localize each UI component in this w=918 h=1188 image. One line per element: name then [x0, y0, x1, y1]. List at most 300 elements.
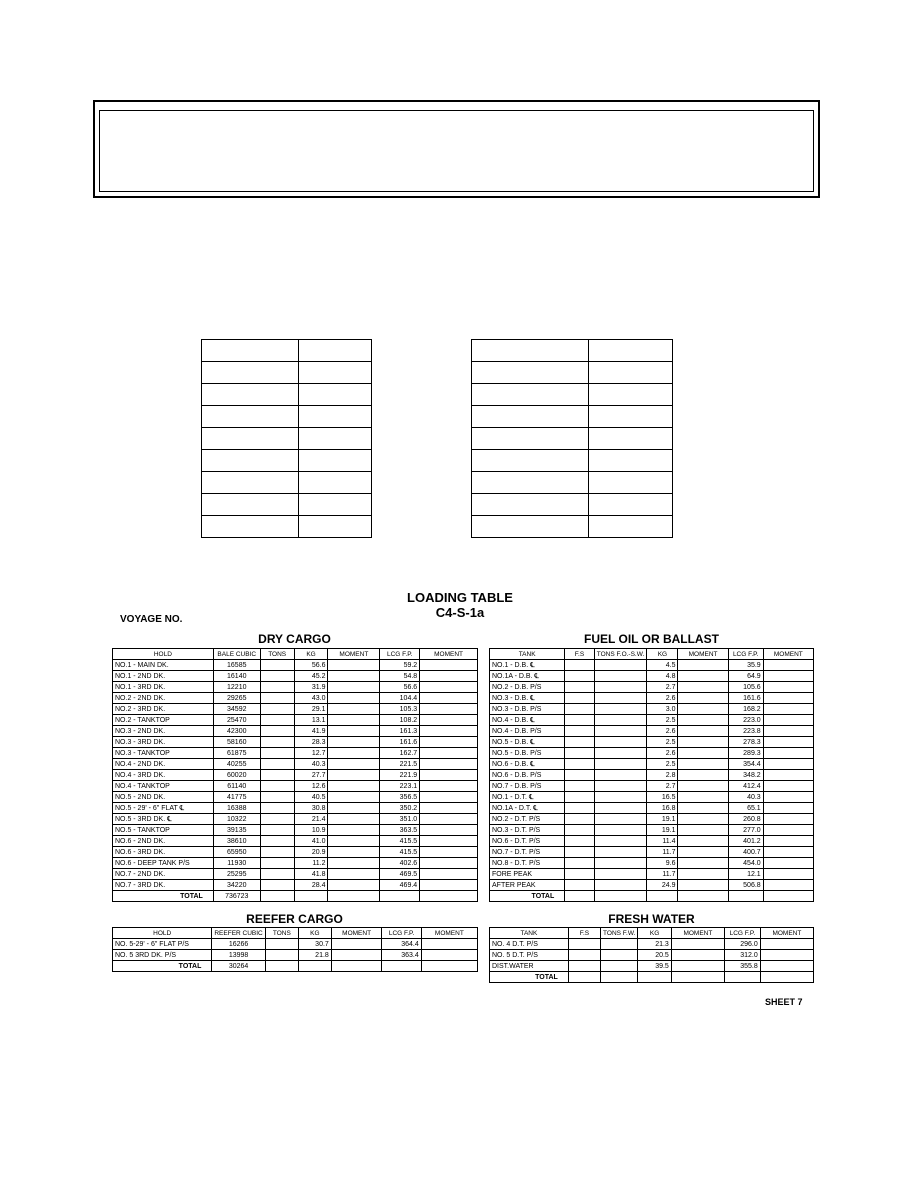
table-row [113, 671, 478, 682]
column-header: TONS [265, 928, 298, 939]
table-cell [260, 693, 294, 704]
table-cell [763, 759, 813, 770]
table-cell [420, 836, 478, 847]
table-cell [565, 770, 595, 781]
table-cell: 12.6 [294, 781, 328, 792]
table-cell [260, 726, 294, 737]
table-cell [420, 847, 478, 858]
table-cell [420, 748, 478, 759]
table-cell: 289.3 [728, 748, 763, 759]
blank-cell [472, 472, 589, 494]
table-cell: 45.2 [294, 671, 328, 682]
table-cell: NO.1 - D.B. ℄ [490, 660, 565, 671]
table-row [490, 748, 814, 759]
table-cell: NO.1 - D.T. ℄ [490, 792, 565, 803]
table-cell: NO.5 - D.B. P/S [490, 748, 565, 759]
table-cell: 10.9 [294, 825, 328, 836]
table-cell: 16388 [213, 803, 260, 814]
table-cell [328, 671, 380, 682]
table-cell: 29265 [213, 693, 260, 704]
table-cell: 16585 [213, 660, 260, 671]
table-cell: NO.4 - D.B. P/S [490, 726, 565, 737]
table-cell [678, 737, 728, 748]
table-row [113, 847, 478, 858]
table-row [113, 814, 478, 825]
table-cell: 223.1 [380, 781, 420, 792]
table-cell [594, 880, 647, 891]
table-cell [678, 858, 728, 869]
total-row [490, 891, 814, 902]
table-cell [763, 847, 813, 858]
voyage-label: VOYAGE NO. [120, 614, 183, 625]
table-cell: 56.6 [294, 660, 328, 671]
blank-row [202, 362, 372, 384]
table-cell [328, 792, 380, 803]
table-cell [328, 748, 380, 759]
blank-cell [589, 494, 673, 516]
table-cell: 2.5 [647, 715, 678, 726]
table-cell: 65.1 [728, 803, 763, 814]
blank-cell [472, 384, 589, 406]
table-cell [594, 836, 647, 847]
table-cell [594, 792, 647, 803]
blank-cell [202, 472, 299, 494]
column-header: TONS F.W. [601, 928, 638, 939]
table-cell: 469.5 [380, 869, 420, 880]
table-cell [420, 682, 478, 693]
total-cell [260, 891, 294, 902]
reefer-table [112, 927, 478, 972]
table-cell: NO.1 - 2ND DK. [113, 671, 214, 682]
table-cell: 65950 [213, 847, 260, 858]
table-cell [671, 950, 724, 961]
table-cell: 2.8 [647, 770, 678, 781]
total-cell [265, 961, 298, 972]
table-cell [678, 715, 728, 726]
table-cell: 161.3 [380, 726, 420, 737]
table-cell [565, 737, 595, 748]
table-cell [565, 847, 595, 858]
table-cell: 40255 [213, 759, 260, 770]
table-cell: NO.6 - 2ND DK. [113, 836, 214, 847]
table-cell [763, 825, 813, 836]
table-cell [420, 693, 478, 704]
column-header: HOLD [113, 928, 212, 939]
table-cell [678, 759, 728, 770]
table-cell [565, 814, 595, 825]
table-cell: 30.7 [298, 939, 331, 950]
total-cell [298, 961, 331, 972]
table-cell [678, 704, 728, 715]
table-cell: 56.6 [380, 682, 420, 693]
table-row [113, 704, 478, 715]
table-cell [420, 858, 478, 869]
table-cell: 469.4 [380, 880, 420, 891]
table-cell [328, 814, 380, 825]
blank-cell [299, 494, 372, 516]
table-cell [678, 814, 728, 825]
blank-row [202, 406, 372, 428]
table-cell: 41775 [213, 792, 260, 803]
blank-cell [202, 384, 299, 406]
table-cell: 34220 [213, 880, 260, 891]
table-cell: NO.4 - TANKTOP [113, 781, 214, 792]
table-cell: NO.3 - 3RD DK. [113, 737, 214, 748]
table-cell [260, 869, 294, 880]
table-cell: 415.5 [380, 836, 420, 847]
table-cell: 12.1 [728, 869, 763, 880]
table-cell: 105.3 [380, 704, 420, 715]
total-cell [421, 961, 477, 972]
blank-row [472, 384, 673, 406]
column-header: MOMENT [671, 928, 724, 939]
table-cell [678, 869, 728, 880]
table-cell [328, 880, 380, 891]
table-cell [568, 961, 600, 972]
table-cell [763, 748, 813, 759]
table-cell [328, 858, 380, 869]
blank-cell [299, 516, 372, 538]
blank-row [202, 472, 372, 494]
table-cell: 454.0 [728, 858, 763, 869]
table-cell [594, 869, 647, 880]
column-header: LCG F.P. [380, 649, 420, 660]
table-cell: 58160 [213, 737, 260, 748]
table-cell: 11930 [213, 858, 260, 869]
table-cell: 2.7 [647, 682, 678, 693]
table-cell: 16.8 [647, 803, 678, 814]
table-cell: 415.5 [380, 847, 420, 858]
blank-cell [472, 494, 589, 516]
table-cell: 40.3 [728, 792, 763, 803]
total-cell [380, 891, 420, 902]
blank-cell [299, 450, 372, 472]
column-header: REEFER CUBIC [212, 928, 265, 939]
blank-cell [589, 406, 673, 428]
fresh-water-title: FRESH WATER [608, 912, 695, 926]
table-cell [420, 671, 478, 682]
table-cell: 355.8 [725, 961, 761, 972]
table-cell [565, 880, 595, 891]
table-row [113, 950, 478, 961]
column-header: KG [638, 928, 671, 939]
table-cell [328, 682, 380, 693]
table-cell [565, 748, 595, 759]
table-cell: 402.6 [380, 858, 420, 869]
total-value: 30264 [212, 961, 265, 972]
table-cell [594, 825, 647, 836]
table-row [113, 759, 478, 770]
table-cell [420, 759, 478, 770]
table-cell [260, 770, 294, 781]
table-cell [328, 704, 380, 715]
total-value: 736723 [213, 891, 260, 902]
table-row [490, 759, 814, 770]
table-cell [678, 847, 728, 858]
blank-row [472, 516, 673, 538]
blank-row [472, 450, 673, 472]
table-row [490, 836, 814, 847]
table-cell [763, 869, 813, 880]
table-cell: 223.0 [728, 715, 763, 726]
blank-cell [299, 406, 372, 428]
table-cell [328, 693, 380, 704]
table-cell: 277.0 [728, 825, 763, 836]
table-cell [565, 682, 595, 693]
column-header: LCG F.P. [725, 928, 761, 939]
table-cell: NO.4 - 2ND DK. [113, 759, 214, 770]
table-cell [328, 737, 380, 748]
table-cell [594, 781, 647, 792]
table-cell: 16266 [212, 939, 265, 950]
table-cell [678, 660, 728, 671]
table-cell [328, 803, 380, 814]
dry-cargo-table [112, 648, 478, 902]
table-cell [763, 814, 813, 825]
table-cell: 9.6 [647, 858, 678, 869]
table-cell: NO. 5 D.T. P/S [490, 950, 569, 961]
table-cell: 27.7 [294, 770, 328, 781]
table-cell [328, 660, 380, 671]
dry-cargo-title: DRY CARGO [258, 632, 331, 646]
table-cell: 11.2 [294, 858, 328, 869]
table-cell: 59.2 [380, 660, 420, 671]
blank-row [472, 340, 673, 362]
total-cell [725, 972, 761, 983]
total-row [113, 961, 478, 972]
table-row [490, 715, 814, 726]
blank-row [472, 362, 673, 384]
table-cell: NO.3 - D.B. ℄ [490, 693, 565, 704]
column-header: F.S [568, 928, 600, 939]
table-cell [601, 950, 638, 961]
total-label: TOTAL [113, 961, 212, 972]
table-cell: NO.4 - D.B. ℄ [490, 715, 565, 726]
table-row [113, 726, 478, 737]
table-cell: 104.4 [380, 693, 420, 704]
table-cell [420, 869, 478, 880]
table-cell: 21.3 [638, 939, 671, 950]
table-cell: 61875 [213, 748, 260, 759]
table-row [490, 704, 814, 715]
table-cell [265, 950, 298, 961]
table-cell [565, 792, 595, 803]
header-frame [93, 100, 820, 198]
table-cell [594, 770, 647, 781]
table-cell [565, 660, 595, 671]
table-cell: 2.5 [647, 759, 678, 770]
table-cell [678, 770, 728, 781]
table-cell: 20.9 [294, 847, 328, 858]
column-header: KG [647, 649, 678, 660]
table-row [490, 682, 814, 693]
table-cell [594, 759, 647, 770]
table-cell [763, 726, 813, 737]
table-cell: NO.6 - D.B. P/S [490, 770, 565, 781]
table-cell: NO.3 - D.B. P/S [490, 704, 565, 715]
table-cell: 2.6 [647, 726, 678, 737]
blank-cell [202, 516, 299, 538]
table-cell [763, 682, 813, 693]
table-cell: 2.6 [647, 693, 678, 704]
page-subtitle: C4-S-1a [435, 605, 485, 620]
table-cell [763, 715, 813, 726]
table-cell [760, 939, 813, 950]
table-cell [763, 803, 813, 814]
table-cell: NO.6 - D.T. P/S [490, 836, 565, 847]
table-cell: NO. 5 3RD DK. P/S [113, 950, 212, 961]
table-cell: 41.9 [294, 726, 328, 737]
table-cell: NO.5 - D.B. ℄ [490, 737, 565, 748]
table-cell [763, 671, 813, 682]
table-cell: NO.8 - D.T. P/S [490, 858, 565, 869]
table-cell [420, 726, 478, 737]
table-cell [565, 781, 595, 792]
table-cell [678, 825, 728, 836]
table-cell: NO.3 - TANKTOP [113, 748, 214, 759]
table-cell: DIST.WATER [490, 961, 569, 972]
table-row [490, 847, 814, 858]
table-cell: 296.0 [725, 939, 761, 950]
blank-cell [299, 362, 372, 384]
table-cell: 43.0 [294, 693, 328, 704]
table-cell [420, 715, 478, 726]
table-cell: 20.5 [638, 950, 671, 961]
table-cell: 19.1 [647, 825, 678, 836]
table-cell [678, 781, 728, 792]
table-cell: NO.7 - 2ND DK. [113, 869, 214, 880]
column-header: MOMENT [421, 928, 477, 939]
table-cell [763, 770, 813, 781]
table-cell: NO.1A - D.T. ℄ [490, 803, 565, 814]
table-cell [594, 847, 647, 858]
table-cell [594, 726, 647, 737]
table-cell: NO.1 - MAIN DK. [113, 660, 214, 671]
table-row [113, 693, 478, 704]
total-row [490, 972, 814, 983]
blank-cell [589, 384, 673, 406]
table-row [490, 737, 814, 748]
table-cell: 40.5 [294, 792, 328, 803]
table-cell: 12210 [213, 682, 260, 693]
table-cell: 38610 [213, 836, 260, 847]
blank-cell [202, 406, 299, 428]
table-row [490, 950, 814, 961]
total-label: TOTAL [490, 891, 565, 902]
table-cell: 60020 [213, 770, 260, 781]
blank-row [472, 428, 673, 450]
table-cell [260, 847, 294, 858]
column-header: TANK [490, 928, 569, 939]
blank-row [202, 494, 372, 516]
table-cell [420, 781, 478, 792]
table-cell [565, 825, 595, 836]
blank-row [202, 516, 372, 538]
table-cell [260, 781, 294, 792]
column-header: TONS F.O.-S.W. [594, 649, 647, 660]
blank-cell [202, 428, 299, 450]
table-row [113, 836, 478, 847]
table-cell [763, 836, 813, 847]
table-cell: 42300 [213, 726, 260, 737]
table-row [113, 858, 478, 869]
table-cell [594, 858, 647, 869]
total-cell [294, 891, 328, 902]
table-cell: NO.2 - 2ND DK. [113, 693, 214, 704]
table-cell: NO.2 - TANKTOP [113, 715, 214, 726]
column-header: LCG F.P. [728, 649, 763, 660]
table-cell [260, 748, 294, 759]
table-row [490, 693, 814, 704]
table-row [113, 682, 478, 693]
table-cell [328, 726, 380, 737]
table-row [490, 869, 814, 880]
table-cell: 364.4 [382, 939, 421, 950]
table-cell [760, 950, 813, 961]
table-cell: 105.6 [728, 682, 763, 693]
table-cell [565, 671, 595, 682]
table-cell: NO.2 - D.B. P/S [490, 682, 565, 693]
table-cell [594, 682, 647, 693]
blank-cell [472, 406, 589, 428]
table-cell: 11.7 [647, 869, 678, 880]
table-cell: 28.3 [294, 737, 328, 748]
total-cell [760, 972, 813, 983]
table-cell: 356.5 [380, 792, 420, 803]
table-cell [594, 660, 647, 671]
total-label: TOTAL [490, 972, 569, 983]
table-cell [420, 814, 478, 825]
table-row [490, 770, 814, 781]
table-cell: 61140 [213, 781, 260, 792]
table-row [113, 748, 478, 759]
blank-cell [299, 340, 372, 362]
table-cell [565, 869, 595, 880]
table-cell: NO.5 - 29' - 6" FLAT ℄ [113, 803, 214, 814]
table-cell: 31.9 [294, 682, 328, 693]
table-cell [678, 671, 728, 682]
table-cell [678, 693, 728, 704]
table-row [113, 869, 478, 880]
fresh-water-table [489, 927, 814, 983]
table-cell: 312.0 [725, 950, 761, 961]
table-cell [594, 803, 647, 814]
table-cell: 2.7 [647, 781, 678, 792]
table-cell [260, 737, 294, 748]
table-cell: 350.2 [380, 803, 420, 814]
column-header: MOMENT [760, 928, 813, 939]
table-cell: 363.5 [380, 825, 420, 836]
table-cell: NO.6 - D.B. ℄ [490, 759, 565, 770]
table-cell: 13998 [212, 950, 265, 961]
table-cell: 2.6 [647, 748, 678, 759]
column-header: MOMENT [420, 649, 478, 660]
table-cell: AFTER PEAK [490, 880, 565, 891]
table-cell: 260.8 [728, 814, 763, 825]
table-cell: 25295 [213, 869, 260, 880]
table-cell [328, 836, 380, 847]
table-cell: 12.7 [294, 748, 328, 759]
table-cell: 34592 [213, 704, 260, 715]
table-cell [420, 803, 478, 814]
table-cell: 278.3 [728, 737, 763, 748]
table-row [490, 858, 814, 869]
total-cell [638, 972, 671, 983]
blank-row [472, 494, 673, 516]
table-cell [601, 961, 638, 972]
table-cell [601, 939, 638, 950]
column-header: F.S [565, 649, 595, 660]
